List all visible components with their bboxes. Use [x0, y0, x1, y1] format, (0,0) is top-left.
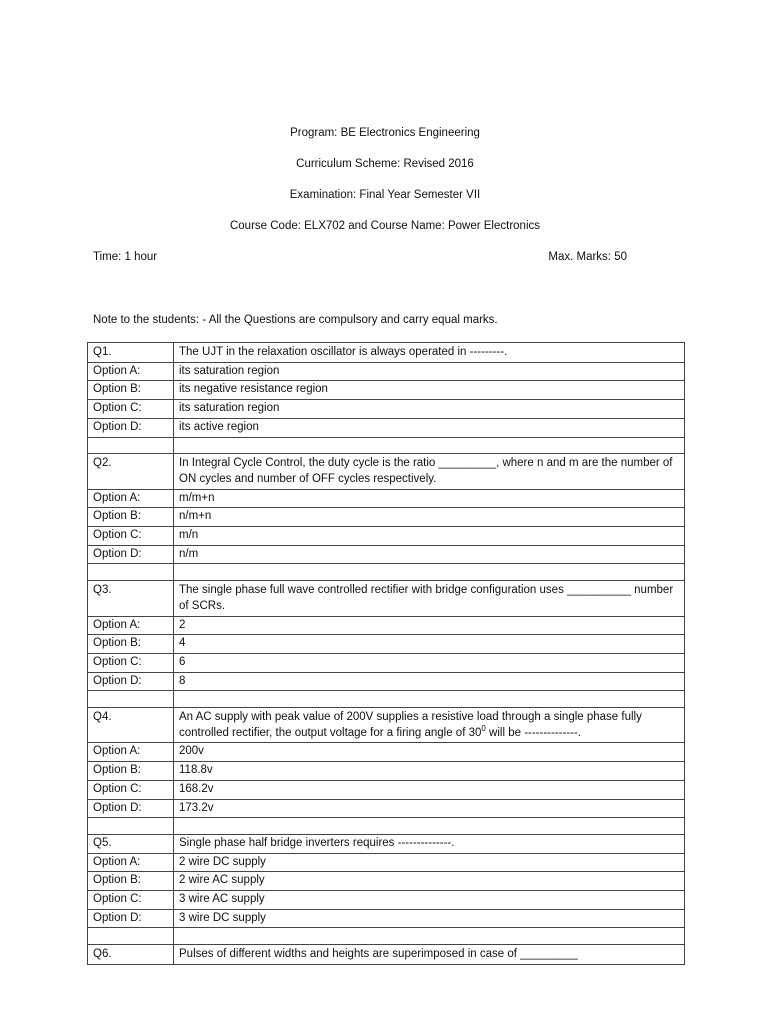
option-text: 173.2v — [174, 799, 685, 818]
examination-title: Examination: Final Year Semester VII — [289, 189, 481, 201]
question-label: Q5. — [88, 834, 174, 853]
option-row — [88, 762, 685, 781]
degree-superscript: 0 — [481, 723, 486, 733]
question-text: Pulses of different widths and heights are superimposed in case of _________ — [174, 945, 685, 965]
option-text: its saturation region — [174, 362, 685, 381]
question-row — [88, 945, 685, 965]
option-row — [88, 527, 685, 546]
question-label: Q3. — [88, 581, 174, 616]
question-text: The UJT in the relaxation oscillator is always operated in ---------. — [174, 343, 685, 363]
exam-time: Time: 1 hour — [93, 251, 158, 263]
option-label: Option B: — [88, 872, 174, 891]
option-label: Option B: — [88, 635, 174, 654]
option-label: Option D: — [88, 672, 174, 691]
question-row — [88, 834, 685, 853]
option-label: Option B: — [88, 508, 174, 527]
question-text: In Integral Cycle Control, the duty cycle is the ratio _________, where n and m are the number of ON cycles and number of OFF cycles respectively. — [174, 454, 685, 489]
option-text: its saturation region — [174, 400, 685, 419]
option-row — [88, 362, 685, 381]
spacer-row — [88, 928, 685, 945]
option-label: Option D: — [88, 799, 174, 818]
course-code: Course Code: ELX702 and Course Name: Power Electronics — [229, 220, 541, 232]
spacer-row — [88, 437, 685, 454]
option-text: 118.8v — [174, 762, 685, 781]
question-row — [88, 708, 685, 743]
question-row — [88, 454, 685, 489]
option-label: Option A: — [88, 743, 174, 762]
question-table — [87, 342, 685, 965]
option-row — [88, 799, 685, 818]
option-text: 8 — [174, 672, 685, 691]
option-text: 4 — [174, 635, 685, 654]
option-text: its active region — [174, 418, 685, 437]
max-marks: Max. Marks: 50 — [548, 251, 627, 263]
option-label: Option B: — [88, 762, 174, 781]
option-text: m/n — [174, 527, 685, 546]
question-row — [88, 343, 685, 363]
option-row — [88, 616, 685, 635]
spacer-row — [88, 818, 685, 835]
question-text-main: An AC supply with peak value of 200V supplies a resistive load through a single phase fully controlled rectifier, the output voltage for a firing angle of 30 — [179, 711, 642, 739]
option-row — [88, 508, 685, 527]
question-label: Q2. — [88, 454, 174, 489]
option-row — [88, 872, 685, 891]
option-label: Option D: — [88, 545, 174, 564]
question-text: Single phase half bridge inverters requires --------------. — [174, 834, 685, 853]
option-label: Option C: — [88, 891, 174, 910]
option-row — [88, 635, 685, 654]
option-label: Option B: — [88, 381, 174, 400]
option-row — [88, 381, 685, 400]
option-text: n/m+n — [174, 508, 685, 527]
option-label: Option C: — [88, 780, 174, 799]
question-label: Q4. — [88, 708, 174, 743]
option-row — [88, 418, 685, 437]
option-row — [88, 909, 685, 928]
curriculum-scheme: Curriculum Scheme: Revised 2016 — [296, 158, 474, 170]
question-row — [88, 581, 685, 616]
spacer-row — [88, 691, 685, 708]
option-text: 3 wire DC supply — [174, 909, 685, 928]
option-text: its negative resistance region — [174, 381, 685, 400]
program-title: Program: BE Electronics Engineering — [290, 127, 480, 139]
option-row — [88, 743, 685, 762]
option-text: n/m — [174, 545, 685, 564]
question-text-tail: will be --------------. — [485, 726, 581, 739]
option-row — [88, 653, 685, 672]
option-label: Option C: — [88, 653, 174, 672]
option-label: Option C: — [88, 400, 174, 419]
option-label: Option A: — [88, 616, 174, 635]
option-row — [88, 780, 685, 799]
question-label: Q1. — [88, 343, 174, 363]
option-text: 200v — [174, 743, 685, 762]
option-text: m/m+n — [174, 489, 685, 508]
spacer-row — [88, 564, 685, 581]
student-note: Note to the students: - All the Questions are compulsory and carry equal marks. — [93, 314, 498, 326]
option-row — [88, 891, 685, 910]
question-text: The single phase full wave controlled rectifier with bridge configuration uses __________ number of SCRs. — [174, 581, 685, 616]
option-text: 6 — [174, 653, 685, 672]
option-label: Option A: — [88, 362, 174, 381]
option-label: Option C: — [88, 527, 174, 546]
option-label: Option D: — [88, 418, 174, 437]
option-row — [88, 545, 685, 564]
option-text: 2 — [174, 616, 685, 635]
option-label: Option A: — [88, 489, 174, 508]
option-text: 2 wire AC supply — [174, 872, 685, 891]
option-label: Option A: — [88, 853, 174, 872]
option-label: Option D: — [88, 909, 174, 928]
question-text — [174, 708, 685, 743]
option-text: 168.2v — [174, 780, 685, 799]
question-label: Q6. — [88, 945, 174, 965]
option-row — [88, 672, 685, 691]
option-text: 3 wire AC supply — [174, 891, 685, 910]
option-row — [88, 489, 685, 508]
option-row — [88, 853, 685, 872]
option-row — [88, 400, 685, 419]
option-text: 2 wire DC supply — [174, 853, 685, 872]
